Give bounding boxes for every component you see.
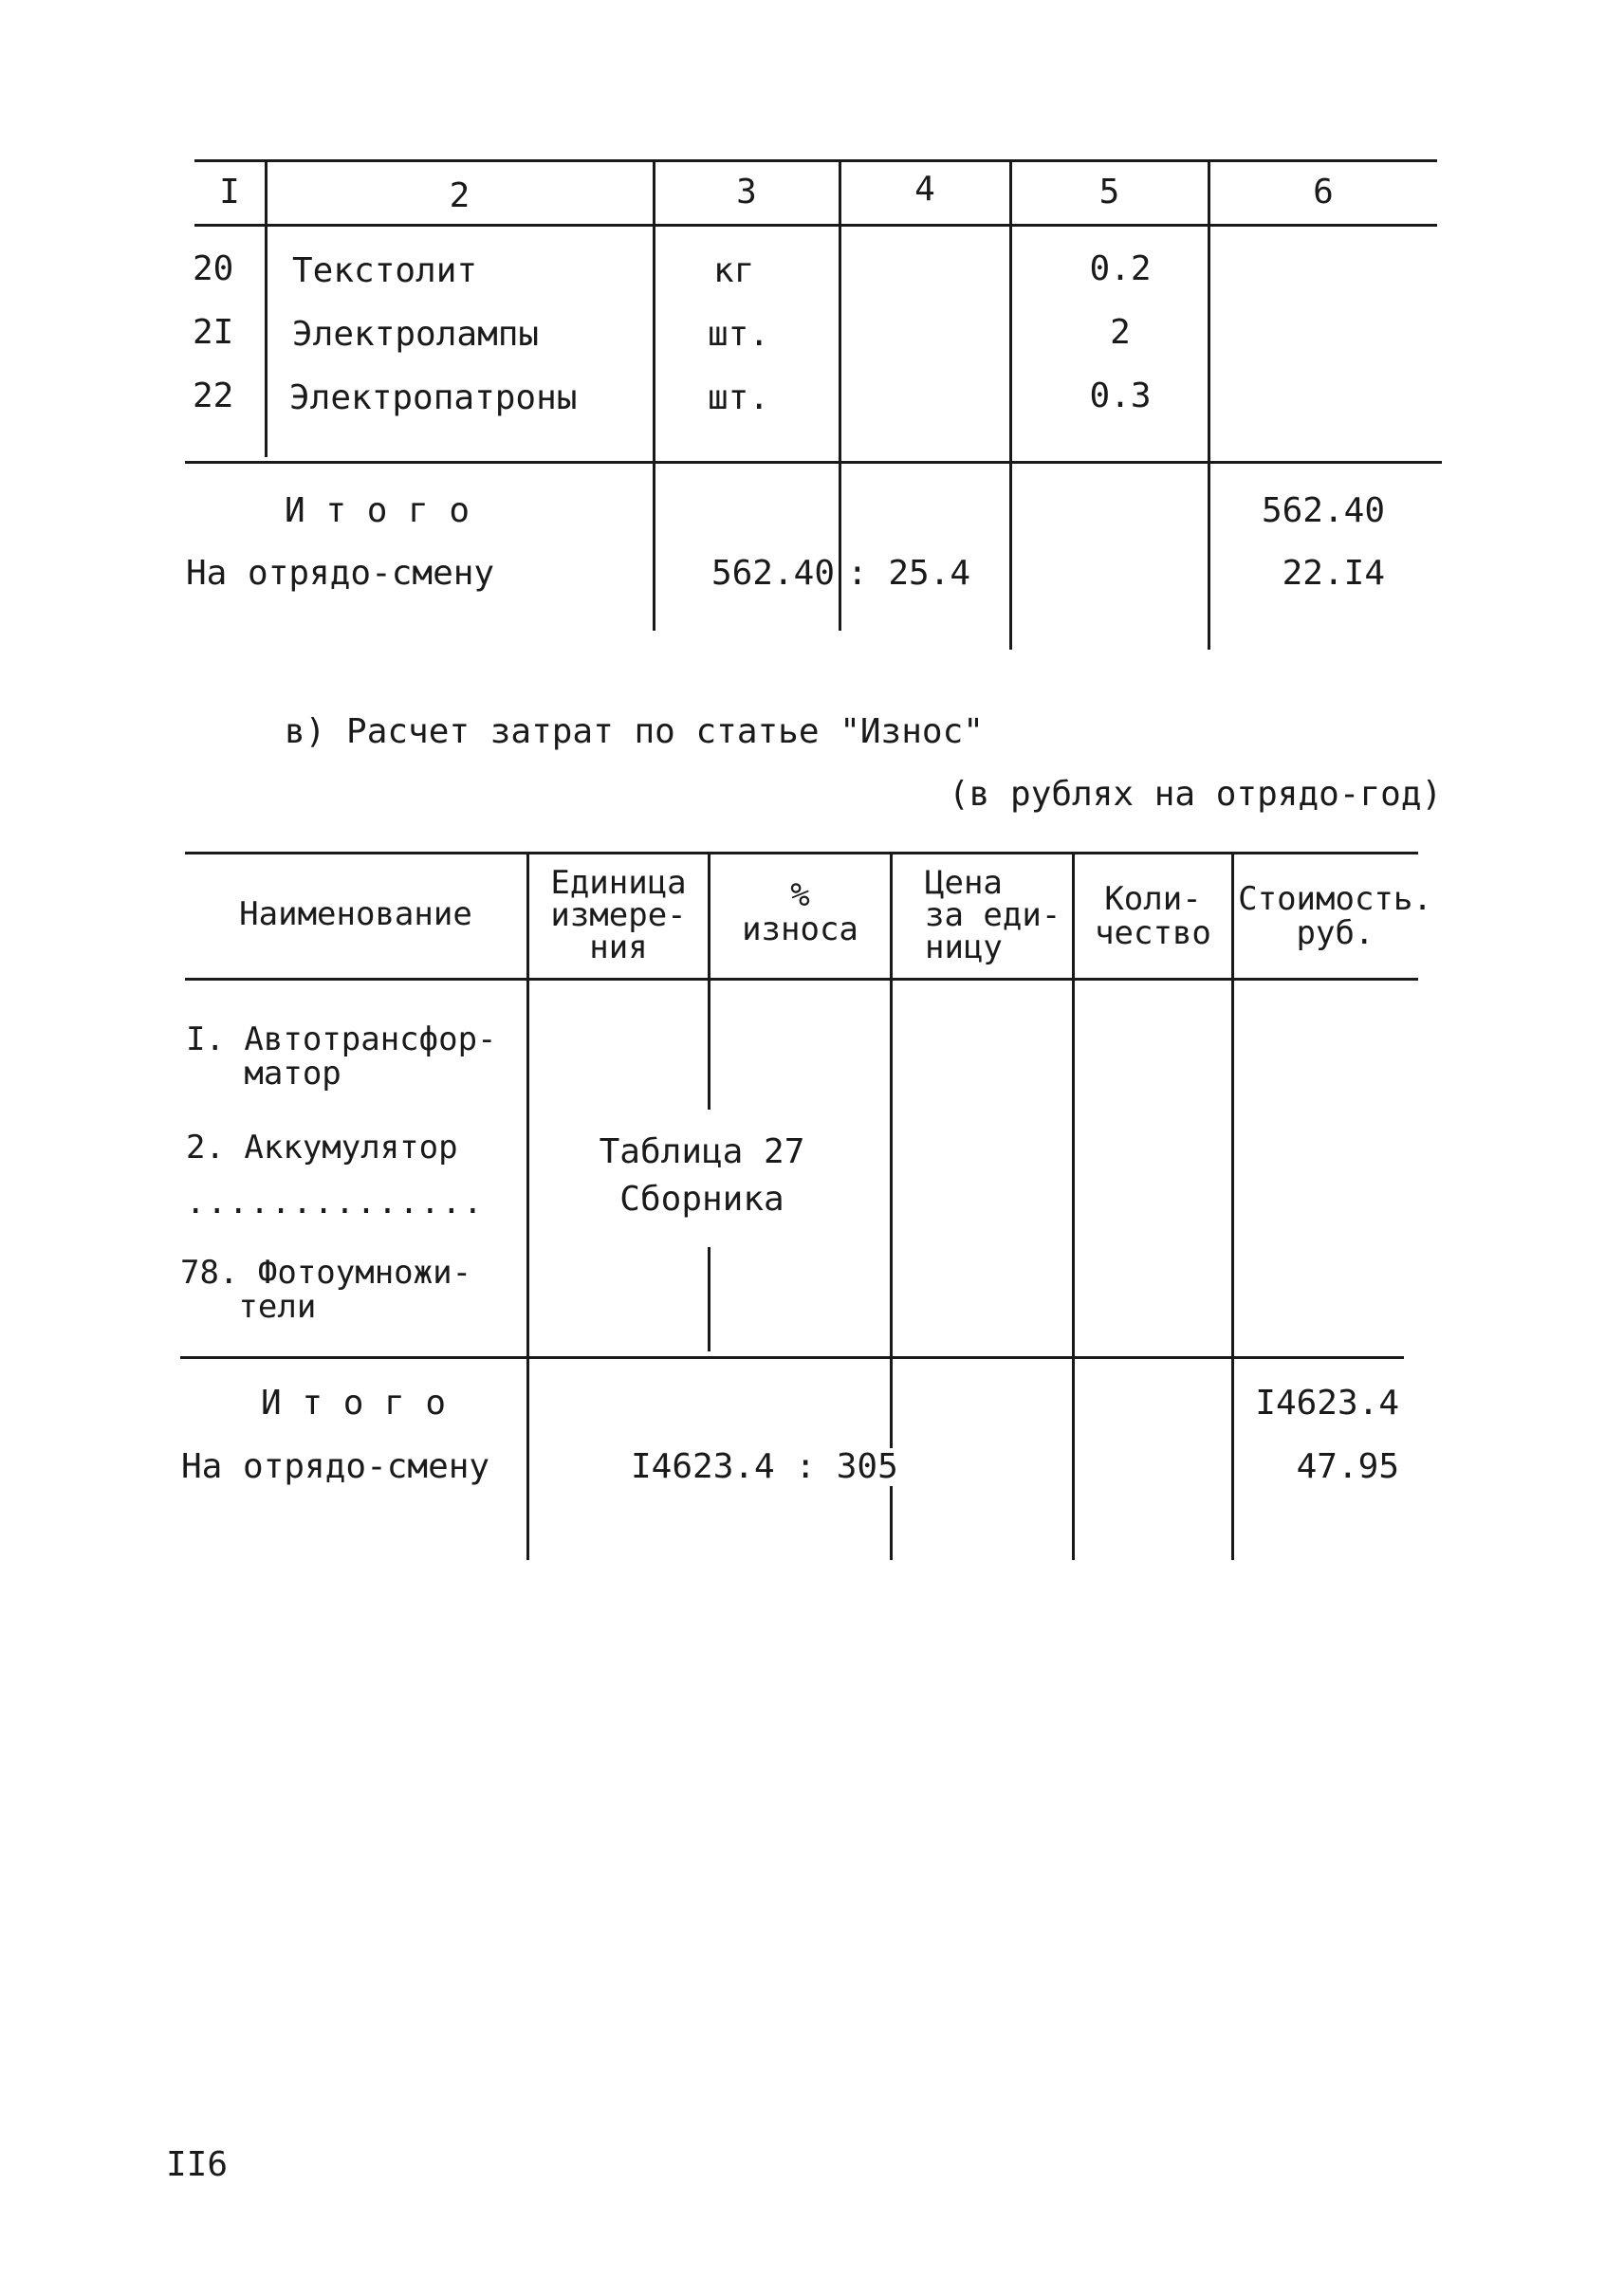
list-item-ellipsis: .............. <box>186 1184 485 1221</box>
col-header: 4 <box>914 170 935 209</box>
total-label: И т о г о <box>285 491 471 530</box>
list-item: I. Автотрансфор- матор <box>186 1020 497 1093</box>
rule <box>185 461 1442 464</box>
per-shift-value: 22.I4 <box>1282 554 1385 593</box>
item-unit: шт. <box>708 378 770 417</box>
page-number: II6 <box>166 2145 229 2184</box>
total-value: 562.40 <box>1261 491 1385 530</box>
item-qty: 0.3 <box>1089 377 1152 415</box>
col-header: 3 <box>736 173 757 211</box>
column-divider <box>839 161 841 631</box>
item-qty: 0.2 <box>1089 249 1152 288</box>
item-unit: кг <box>713 251 755 290</box>
column-divider <box>1072 854 1075 1560</box>
total-value: I4623.4 <box>1255 1384 1399 1423</box>
item-name: Электролампы <box>292 315 540 354</box>
header-quantity: Коли- чество <box>1095 880 1211 952</box>
row-number: 22 <box>193 377 234 415</box>
per-shift-expression: I4623.4 : 305 <box>631 1447 898 1486</box>
item-qty: 2 <box>1110 313 1131 352</box>
list-item: 78. Фотоумножи- тели <box>180 1254 472 1326</box>
per-shift-expression: 562.40 <box>710 554 835 593</box>
section-heading: в) Расчет затрат по статье "Износ" <box>285 712 984 751</box>
col-header: 6 <box>1313 173 1334 211</box>
rule <box>194 159 1437 162</box>
list-item: 2. Аккумулятор <box>186 1129 458 1166</box>
col-header: 5 <box>1098 173 1120 211</box>
item-unit: шт. <box>708 315 770 354</box>
total-label: И т о г о <box>261 1384 447 1423</box>
row-number: 2I <box>193 313 234 352</box>
column-divider <box>653 161 655 631</box>
header-cost: Стоимость. руб. <box>1238 880 1432 952</box>
header-unit-price: Цена за еди- ницу <box>925 864 1061 966</box>
item-name: Текстолит <box>292 251 478 290</box>
rule <box>180 1356 1404 1359</box>
item-name: Электропатроны <box>289 378 578 417</box>
per-shift-label: На отрядо-смену <box>181 1447 490 1486</box>
per-shift-value: 47.95 <box>1296 1447 1399 1486</box>
per-shift-expression: : 25.4 <box>847 554 971 593</box>
col-header: I <box>219 173 240 211</box>
header-wear-percent: % износа <box>742 876 858 948</box>
row-number: 20 <box>193 249 234 288</box>
column-divider <box>708 1247 710 1351</box>
header-name: Наименование <box>239 895 472 933</box>
rule <box>194 224 1437 227</box>
units-note: (в рублях на отрядо-год) <box>949 775 1443 814</box>
col-header: 2 <box>449 176 471 215</box>
per-shift-label: На отрядо-смену <box>186 554 495 593</box>
header-unit: Единица измере- ния <box>550 864 687 966</box>
reference-note: Таблица 27 Сборника <box>569 1129 835 1223</box>
